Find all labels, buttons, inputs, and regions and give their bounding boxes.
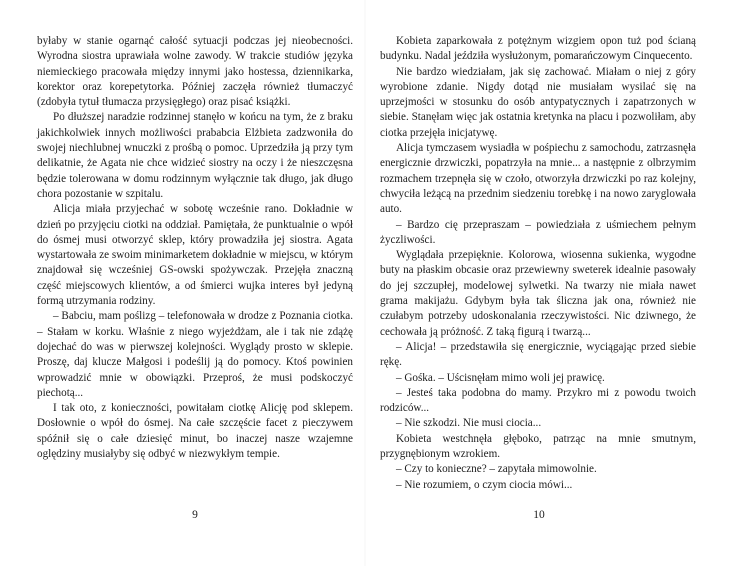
paragraph: – Nie rozumiem, o czym ciocia mówi... bbox=[396, 478, 573, 491]
paragraph: I tak oto, z konieczności, powitałam ciotkę Alicję pod sklepem. Dosłownie o wpół do ósmej. Na całe szczęście facet z pieczywem spóźnił się o całe dziesięć minut, bo inaczej nasze wzajemne oględziny musiałyby się odbyć w niezwykłym tempie. bbox=[37, 402, 353, 461]
right-page bbox=[380, 34, 696, 493]
paragraph: byłaby w stanie ogarnąć całość sytuacji podczas jej nieobecności. Wyrodna siostra uprawiała wolne zawody. W trakcie studiów języka niemieckiego pracowała między innymi jako hostessa, dziennikarka, korektor oraz korepetytorka. Później zaczęła również tłumaczyć (zdobyła tytuł tłumacza przysięgłego) oraz pisać książki. bbox=[37, 35, 353, 109]
page-number-left: 9 bbox=[192, 509, 198, 521]
paragraph: – Nie szkodzi. Nie musi ciocia... bbox=[396, 417, 542, 430]
paragraph: – Gośka. – Uścisnęłam mimo woli jej prawicę. bbox=[396, 371, 605, 384]
paragraph: – Bardzo cię przepraszam – powiedziała z uśmiechem pełnym życzliwości. bbox=[380, 218, 696, 246]
paragraph: Nie bardzo wiedziałam, jak się zachować. Miałam o niej z góry wyrobione zdanie. Nigdy dotąd nie musiałam wysilać się na uprzejmości w stosunku do osób antypatycznych i zapatrzonych w siebie. Stanęłam więc jak ostatnia kretynka na placu i pozwoliłam, aby ciotka przejęła inicjatywę. bbox=[380, 65, 696, 139]
paragraph: Kobieta westchnęła głęboko, patrząc na mnie smutnym, przygnębionym wzrokiem. bbox=[380, 432, 696, 461]
paragraph: Kobieta zaparkowała z potężnym wizgiem opon tuż pod ścianą budynku. Nadal jeździła wysłużonym, pomarańczowym Cinquecento. bbox=[380, 35, 696, 63]
paragraph: Alicja tymczasem wysiadła w pośpiechu z samochodu, zatrzasnęła energicznie drzwiczki, popatrzyła na mnie... a następnie z olbrzymim rozmachem trzepnęła się w czoło, otworzyła drzwiczki po raz kolejny, chwyciła leżącą na przednim siedzeniu torebkę i na nowo zaryglowała auto. bbox=[380, 142, 696, 216]
paragraph: – Alicja! – przedstawiła się energicznie, wyciągając przed siebie rękę. bbox=[380, 340, 696, 369]
page-number-right: 10 bbox=[533, 509, 545, 521]
paragraph: – Babciu, mam poślizg – telefonowała w drodze z Poznania ciotka. – Stałam w korku. Właśnie z niego wyjeżdżam, ale i tak nie zdążę dojechać do was w pierwszej kolejności. Wyglądy prosto w sklepie. Proszę, daj klucze Małgosi i podeślij ją do pomocy. Ktoś powinien wprowadzić mnie w obowiązki. Przeproś, że musi podskoczyć piechotą... bbox=[37, 310, 353, 399]
paragraph: – Jesteś taka podobna do mamy. Przykro mi z powodu twoich rodziców... bbox=[380, 386, 696, 415]
left-page bbox=[37, 34, 353, 462]
paragraph: Alicja miała przyjechać w sobotę wcześnie rano. Dokładnie w dzień po przyjęciu ciotki na oddział. Pamiętała, że punktualnie o wpół do ósmej musi otworzyć sklep, który prowadziła jej siostra. Agata wystartowała ze swoim minimarketem dokładnie w miejscu, w którym znajdował się wcześniej GS-owski spożywczak. Przejęła znaczną część miejscowych klientów, a od śmierci wujka interes był jedyną formą utrzymania rodziny. bbox=[37, 203, 353, 308]
gutter-shadow bbox=[364, 0, 366, 566]
paragraph: Po dłuższej naradzie rodzinnej stanęło w końcu na tym, że z braku jakichkolwiek innych możliwości prababcia Elżbieta zadzwoniła do swojej niechlubnej wnuczki z prośbą o pomoc. Uprzedziła ją przy tym delikatnie, że Agata nie chce widzieć siostry na oczy i że nieszczęsna będzie tolerowana w domu rodzinnym wyłącznie tak długo, jak długo chora pozostanie w szpitalu. bbox=[37, 111, 353, 200]
paragraph: – Czy to konieczne? – zapytała mimowolnie. bbox=[396, 463, 597, 476]
paragraph: Wyglądała przepięknie. Kolorowa, wiosenna sukienka, wygodne buty na płaskim obcasie oraz przewiewny sweterek idealnie pasowały do jej szczupłej, modelowej sylwetki. Na twarzy nie miała nawet grama makijażu. Gdybym była tak śliczna jak ona, również nie czułabym potrzeby udoskonalania rzeczywistości. Nic dziwnego, że cechowała ją próżność. Z taką figurą i twarzą... bbox=[380, 249, 696, 338]
